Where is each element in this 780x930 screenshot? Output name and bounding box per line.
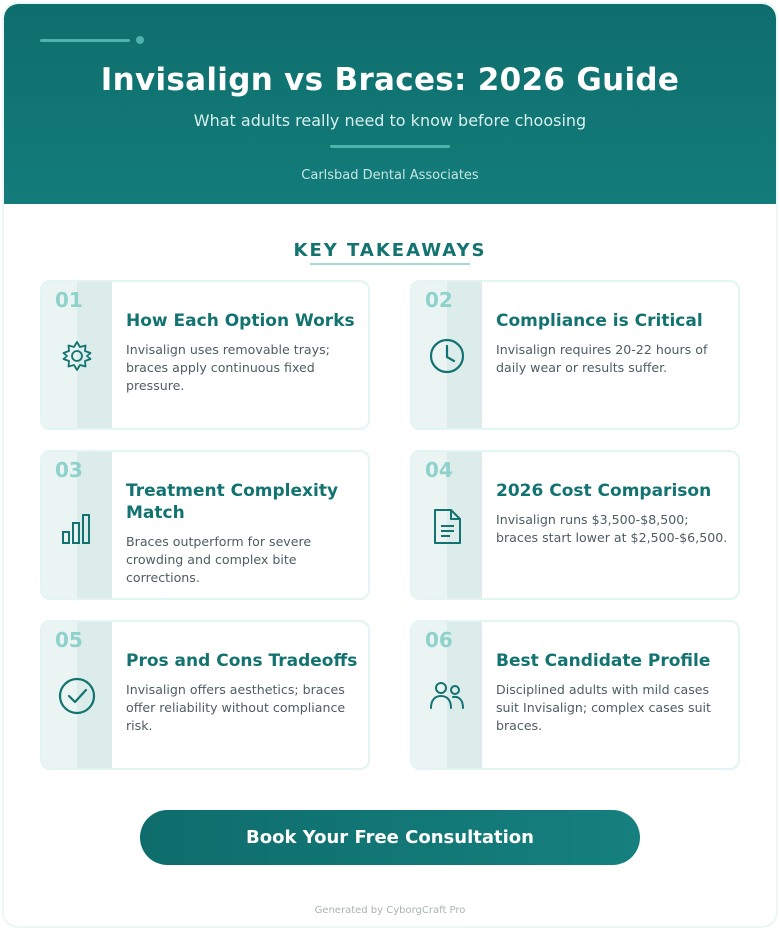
card-number: 03 [55,458,83,482]
takeaway-card [40,280,370,430]
infographic-page [4,4,776,926]
footer-credit: Generated by CyborgCraft Pro [314,905,466,916]
page-title: Invisalign vs Braces: 2026 Guide [100,62,680,98]
card-number: 01 [55,288,83,312]
card-body [496,650,734,735]
card-title: How Each Option Works [126,311,355,331]
card-number: 04 [425,458,453,482]
card-body [496,480,734,547]
takeaway-card [410,620,740,770]
card-description: Invisalign requires 20-22 hours of daily wear or results suffer. [496,342,708,375]
organization-name: Carlsbad Dental Associates [301,168,479,183]
decorative-dot [136,36,144,44]
card-description: Invisalign offers aesthetics; braces offer reliability without compliance risk. [126,682,346,733]
card-number: 05 [55,628,83,652]
card-title: Best Candidate Profile [496,651,711,671]
takeaway-card [410,280,740,430]
decorative-line [40,39,130,42]
card-number: 06 [425,628,453,652]
card-body [126,480,364,587]
card-body [496,310,734,377]
gear-icon [57,336,97,376]
section-underline [310,263,470,265]
card-body [126,650,364,735]
card-description: Invisalign runs $3,500-$8,500; braces start lower at $2,500-$6,500. [496,512,728,545]
card-description: Braces outperform for severe crowding and complex bite corrections. [126,534,312,585]
card-description: Invisalign uses removable trays; braces apply continuous fixed pressure. [126,342,330,393]
card-body [126,310,364,395]
card-title: Pros and Cons Tradeoffs [126,651,358,671]
check-circle-icon [57,676,97,716]
card-title: Compliance is Critical [496,311,703,331]
takeaway-card [40,620,370,770]
bar-chart-icon [57,506,97,546]
document-icon [427,506,467,546]
book-consultation-button[interactable]: Book Your Free Consultation [140,810,640,865]
takeaway-card [410,450,740,600]
clock-icon [427,336,467,376]
header-banner [4,4,776,204]
page-subtitle: What adults really need to know before choosing [193,111,587,130]
takeaway-card [40,450,370,600]
card-title: 2026 Cost Comparison [496,481,712,501]
card-description: Disciplined adults with mild cases suit Invisalign; complex cases suit braces. [496,682,711,733]
header-divider [330,145,450,148]
users-icon [427,676,467,716]
section-title: KEY TAKEAWAYS [293,240,487,261]
card-title: Treatment Complexity Match [126,481,339,523]
card-number: 02 [425,288,453,312]
